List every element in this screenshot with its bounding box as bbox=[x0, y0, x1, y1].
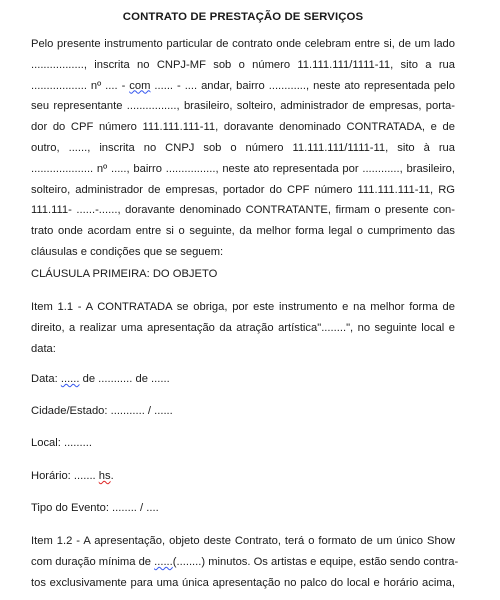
intro-line: cláusulas e condições que se seguem: bbox=[31, 245, 224, 258]
intro-line: solteiro, administrador de empresas, portador do CPF número 111.111.111-11, RG bbox=[31, 183, 455, 196]
item-line: direito, a realizar uma apresentação da atração artística"........", no seguinte local e bbox=[31, 321, 455, 334]
intro-line-text: ...... - .... andar, bairro ............, neste ato representada pelo bbox=[150, 79, 455, 92]
tipo-field-line bbox=[31, 498, 455, 519]
intro-paragraph bbox=[31, 34, 455, 263]
item-line-text: (........) minutos. Os artistas e equipe, estão sendo contra- bbox=[172, 555, 459, 568]
tipo-field: Tipo do Evento: ........ / .... bbox=[31, 502, 159, 514]
horario-suffix: . bbox=[110, 470, 114, 482]
horario-label: Horário: ....... bbox=[31, 470, 99, 482]
intro-line: 111.111- ......-......, doravante denominado CONTRATANTE, firmam o presente con- bbox=[31, 204, 455, 217]
data-value: de ........... de ...... bbox=[79, 373, 170, 385]
intro-line: outro, ......, inscrita no CNPJ sob o número 11.111.111/1111-11, sito à rua bbox=[31, 141, 455, 154]
item-line: Item 1.1 - A CONTRATADA se obriga, por este instrumento e na melhor forma de bbox=[31, 301, 455, 313]
cidade-field-line bbox=[31, 401, 455, 422]
data-field-line bbox=[31, 369, 455, 390]
item-line bbox=[31, 552, 459, 573]
clause-heading-block bbox=[31, 264, 455, 285]
spellcheck-word: ...... bbox=[60, 373, 80, 385]
intro-line-text: .................. nº .... - bbox=[31, 79, 130, 92]
document-title: CONTRATO DE PRESTAÇÃO DE SERVIÇOS bbox=[122, 11, 364, 23]
item-line: data: bbox=[31, 342, 56, 355]
spellcheck-word: com bbox=[129, 79, 151, 92]
horario-field-line bbox=[31, 466, 455, 487]
item-1-2-paragraph bbox=[31, 531, 459, 593]
intro-line: seu representante ................, brasileiro, solteiro, administrador de empresas, porta- bbox=[31, 100, 455, 113]
intro-line: trato onde acordam entre si o seguinte, da melhor forma legal o cumprimento das bbox=[31, 225, 455, 238]
clause-heading: CLÁUSULA PRIMEIRA: DO OBJETO bbox=[31, 268, 218, 280]
item-line-text: com duração mínima de bbox=[31, 555, 155, 568]
item-line: Item 1.2 - A apresentação, objeto deste Contrato, terá o formato de um único Show bbox=[31, 535, 455, 547]
item-1-1-paragraph bbox=[31, 297, 455, 359]
intro-line: dor do CPF número 111.111.111-11, doravante denominado CONTRATADA, e de bbox=[31, 121, 455, 134]
local-field-line bbox=[31, 433, 455, 454]
intro-line: .................... nº ....., bairro ................, neste ato representada por ............, brasileiro, bbox=[31, 162, 455, 175]
item-line: tos exclusivamente para uma única apresentação no palco do local e horário acima, bbox=[31, 576, 455, 589]
local-field: Local: ......... bbox=[31, 437, 92, 449]
spellcheck-word: ...... bbox=[154, 555, 173, 568]
intro-line: Pelo presente instrumento particular de contrato onde celebram entre si, de um lado bbox=[31, 38, 455, 50]
intro-line: ................., inscrita no CNPJ-MF sob o número 11.111.111/1111-11, sito a rua bbox=[31, 58, 455, 71]
intro-line bbox=[31, 76, 455, 97]
spellcheck-word: hs bbox=[98, 470, 111, 482]
data-label: Data: bbox=[31, 373, 61, 385]
cidade-field: Cidade/Estado: ........... / ...... bbox=[31, 405, 173, 417]
